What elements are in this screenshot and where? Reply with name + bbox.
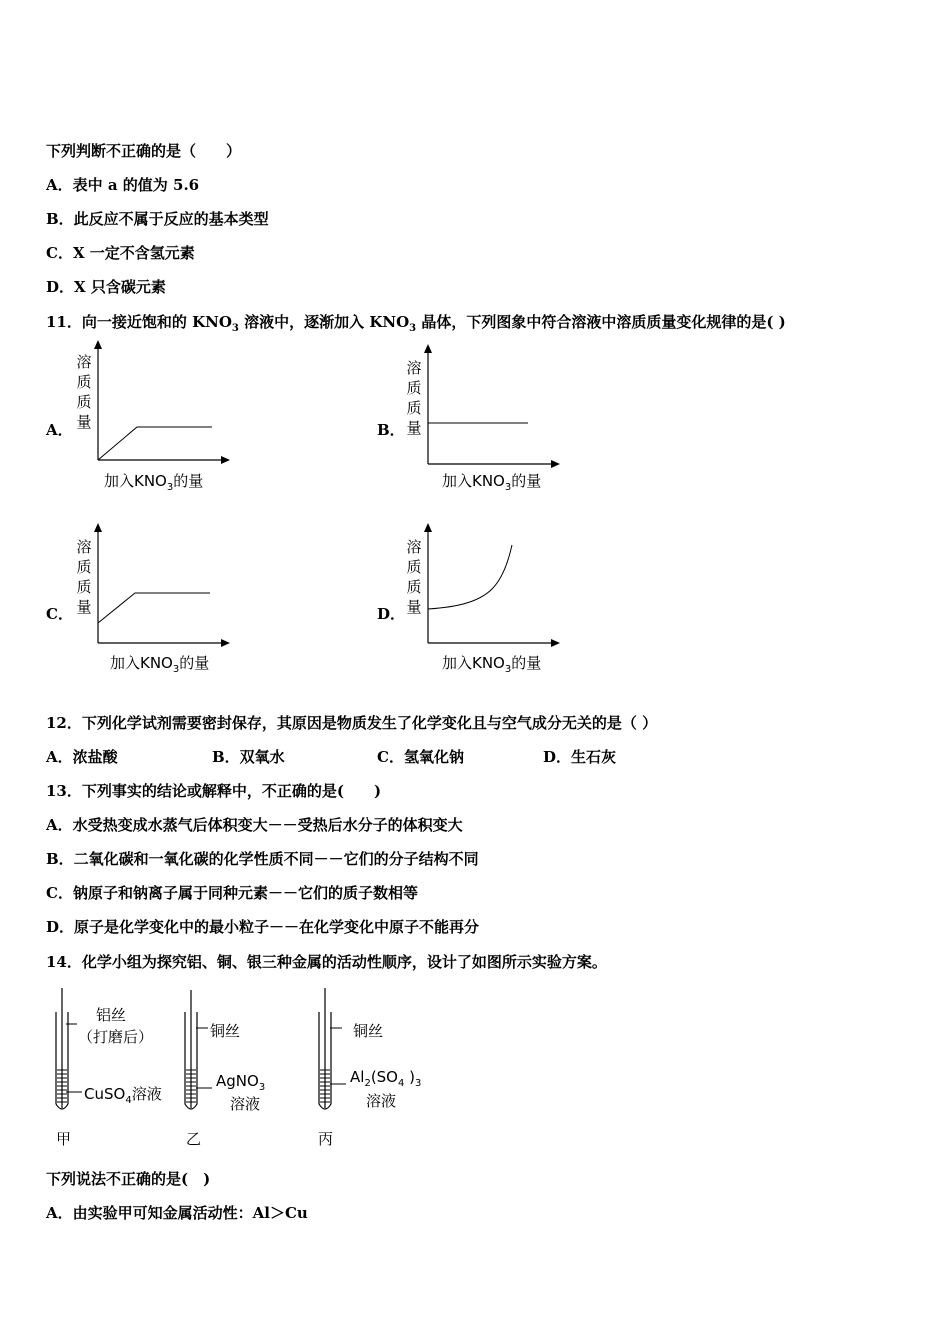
tube-jia-solution: CuSO$_4$溶液 <box>84 1085 162 1106</box>
q12-stem: 12．下列化学试剂需要密封保存，其原因是物质发生了化学变化且与空气成分无关的是（ ） <box>46 714 658 732</box>
tube-bing-solution-formula: $Al_2(SO_4$ )$_3$ <box>350 1068 422 1089</box>
x-axis-arrow <box>221 456 230 464</box>
q11-graph-b-letter: B． <box>377 421 405 439</box>
curve <box>98 427 212 460</box>
q11-graph-a <box>90 340 240 470</box>
q11-graph-d-ylabel: 溶 质 质 量 <box>406 538 422 616</box>
q11-stem: 11．向一接近饱和的 $KNO_3$ 溶液中，逐渐加入 $KNO_3$ 晶体，下列图象中符合溶液中溶质质量变化规律的是( ) <box>46 313 786 334</box>
y-axis-arrow <box>424 344 432 353</box>
y-axis-arrow <box>424 523 432 532</box>
x-axis-arrow <box>551 639 560 647</box>
tube-yi-solution-word: 溶液 <box>230 1095 261 1113</box>
q11-graph-b-xlabel: 加入$KNO_3$的量 <box>442 472 542 493</box>
q11-graph-c-letter: C． <box>46 605 73 623</box>
tube-yi-name: 乙 <box>186 1130 202 1148</box>
tube-jia <box>56 988 82 1109</box>
tube-jia-wire-note: （打磨后） <box>78 1028 154 1046</box>
q11-graph-c-xlabel: 加入$KNO_3$的量 <box>110 654 210 675</box>
tube-bing <box>319 988 346 1109</box>
tube-yi-solution-formula: AgNO$_3$ <box>216 1072 266 1093</box>
q11-graph-b-ylabel: 溶 质 质 量 <box>406 359 422 437</box>
q12-option-d: D．生石灰 <box>543 748 617 766</box>
q13-stem: 13．下列事实的结论或解释中，不正确的是( ) <box>46 782 382 800</box>
q11-graph-a-letter: A． <box>46 421 73 439</box>
q10-option-c: C．X 一定不含氢元素 <box>46 244 195 262</box>
q11-graph-a-xlabel: 加入$KNO_3$的量 <box>104 472 204 493</box>
q11-graph-d-xlabel: 加入$KNO_3$的量 <box>442 654 542 675</box>
q11-graph-c <box>90 523 240 653</box>
q11-graph-c-ylabel: 溶 质 质 量 <box>76 538 92 616</box>
q11-graph-d <box>420 523 570 653</box>
q14-stem: 14．化学小组为探究铝、铜、银三种金属的活动性顺序，设计了如图所示实验方案。 <box>46 953 607 971</box>
q10-option-a: A．表中 a 的值为 5.6 <box>46 176 200 194</box>
tube-yi <box>185 990 212 1109</box>
q10-option-b: B．此反应不属于反应的基本类型 <box>46 210 269 228</box>
tube-bing-name: 丙 <box>318 1130 334 1148</box>
q11-graph-b <box>420 344 570 474</box>
x-axis-arrow <box>551 460 560 468</box>
q13-option-a: A．水受热变成水蒸气后体积变大－－受热后水分子的体积变大 <box>46 816 463 834</box>
y-axis-arrow <box>94 340 102 349</box>
q13-option-b: B．二氧化碳和一氧化碳的化学性质不同－－它们的分子结构不同 <box>46 850 479 868</box>
q10-stem: 下列判断不正确的是（ ） <box>46 142 242 160</box>
q11-graph-a-ylabel: 溶 质 质 量 <box>76 353 92 431</box>
q13-option-d: D．原子是化学变化中的最小粒子－－在化学变化中原子不能再分 <box>46 918 480 936</box>
tube-jia-name: 甲 <box>56 1130 72 1148</box>
q12-option-a: A．浓盐酸 <box>46 748 118 766</box>
x-axis-arrow <box>221 639 230 647</box>
tube-bing-wire-label: 铜丝 <box>353 1022 384 1040</box>
tube-bing-solution-word: 溶液 <box>366 1092 397 1110</box>
q13-option-c: C．钠原子和钠离子属于同种元素－－它们的质子数相等 <box>46 884 418 902</box>
curve <box>428 545 512 609</box>
q10-option-d: D．X 只含碳元素 <box>46 278 166 296</box>
curve <box>98 593 210 623</box>
q14-option-a: A．由实验甲可知金属活动性：Al＞Cu <box>46 1204 308 1222</box>
tube-jia-wire-label: 铝丝 <box>96 1006 127 1024</box>
y-axis-arrow <box>94 523 102 532</box>
q11-graph-d-letter: D． <box>377 605 406 623</box>
tube-yi-wire-label: 铜丝 <box>210 1022 241 1040</box>
q14-sub-stem: 下列说法不正确的是( ) <box>46 1170 211 1188</box>
q12-option-c: C．氢氧化钠 <box>377 748 464 766</box>
q12-option-b: B．双氧水 <box>212 748 285 766</box>
